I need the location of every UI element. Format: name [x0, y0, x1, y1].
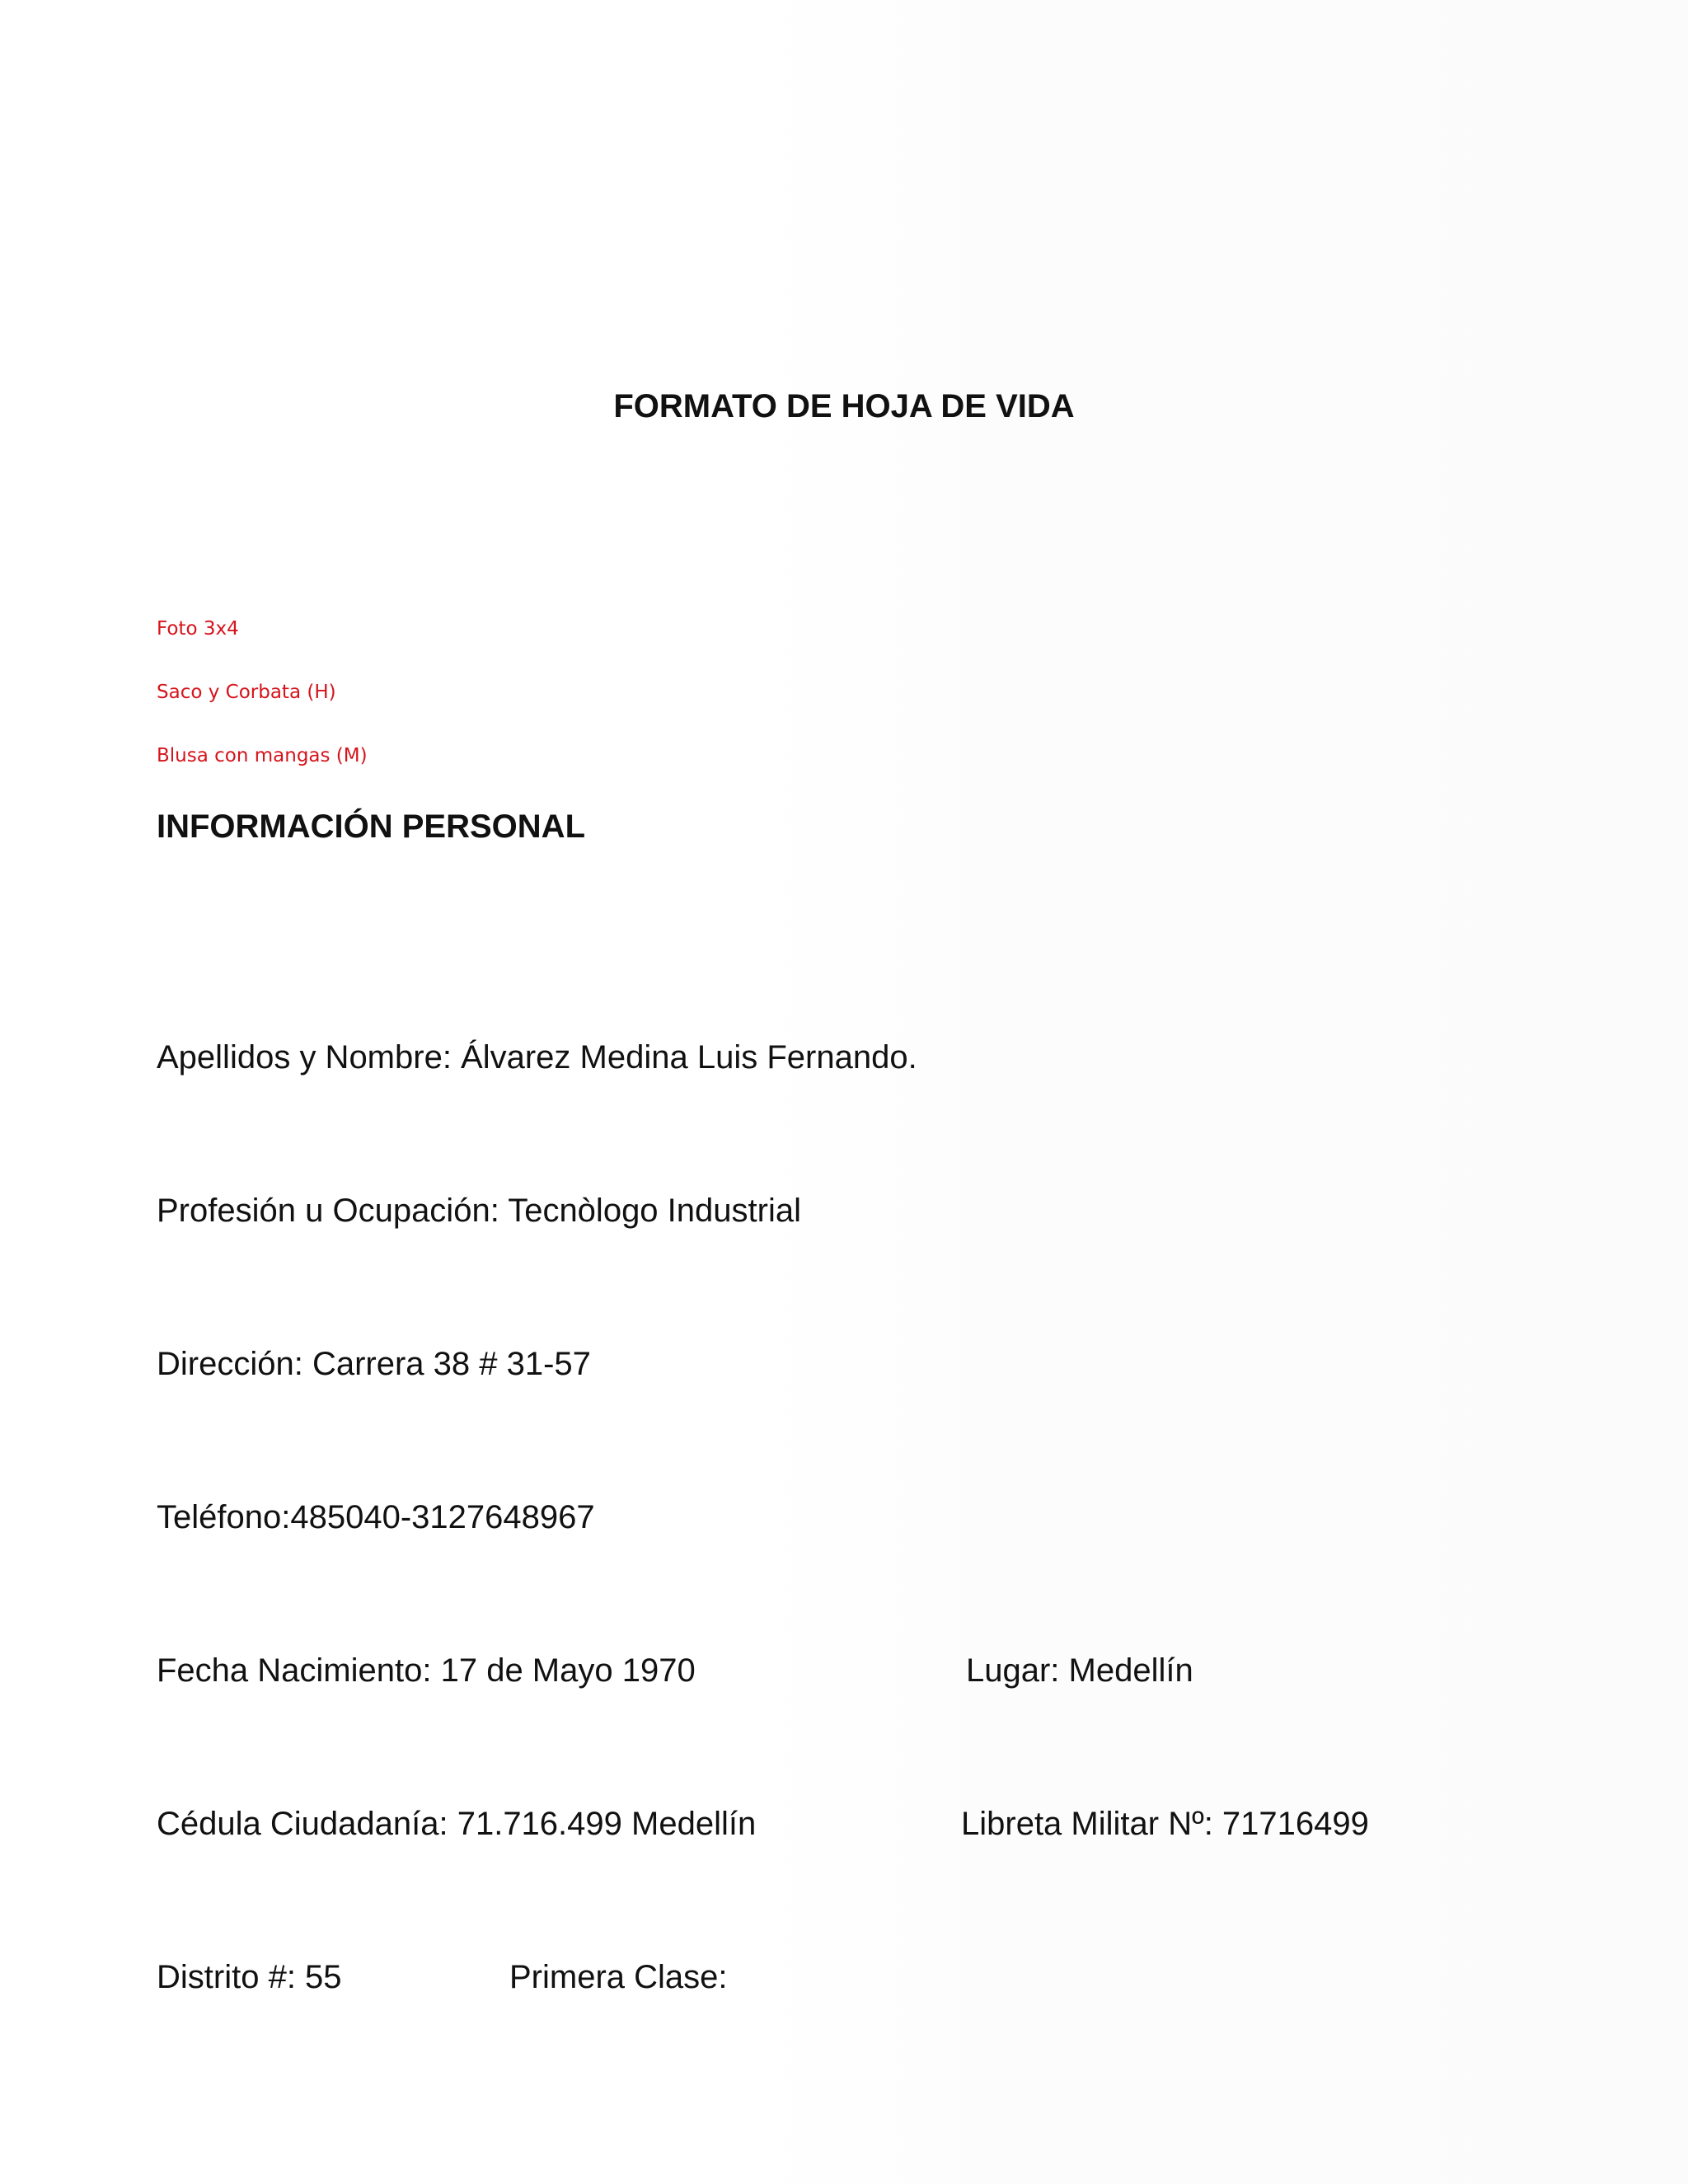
field-name: Apellidos y Nombre: Álvarez Medina Luis Fernando.	[157, 1039, 917, 1076]
section-heading-personal-info: INFORMACIÓN PERSONAL	[157, 808, 585, 845]
field-district: Distrito #: 55	[157, 1959, 342, 1995]
document-title: FORMATO DE HOJA DE VIDA	[613, 388, 1075, 424]
field-birth-date: Fecha Nacimiento: 17 de Mayo 1970	[157, 1652, 696, 1689]
field-address: Dirección: Carrera 38 # 31-57	[157, 1346, 591, 1382]
photo-note-women-attire: Blusa con mangas (M)	[157, 745, 368, 766]
photo-note-men-attire: Saco y Corbata (H)	[157, 682, 336, 703]
photo-note-size: Foto 3x4	[157, 618, 239, 640]
field-birth-place: Lugar: Medellín	[966, 1652, 1193, 1689]
field-phone: Teléfono:485040-3127648967	[157, 1499, 595, 1535]
field-military-card: Libreta Militar Nº: 71716499	[961, 1806, 1369, 1842]
field-profession: Profesión u Ocupación: Tecnòlogo Industrial	[157, 1193, 801, 1229]
field-id-card: Cédula Ciudadanía: 71.716.499 Medellín	[157, 1806, 757, 1842]
field-class: Primera Clase:	[509, 1959, 728, 1995]
